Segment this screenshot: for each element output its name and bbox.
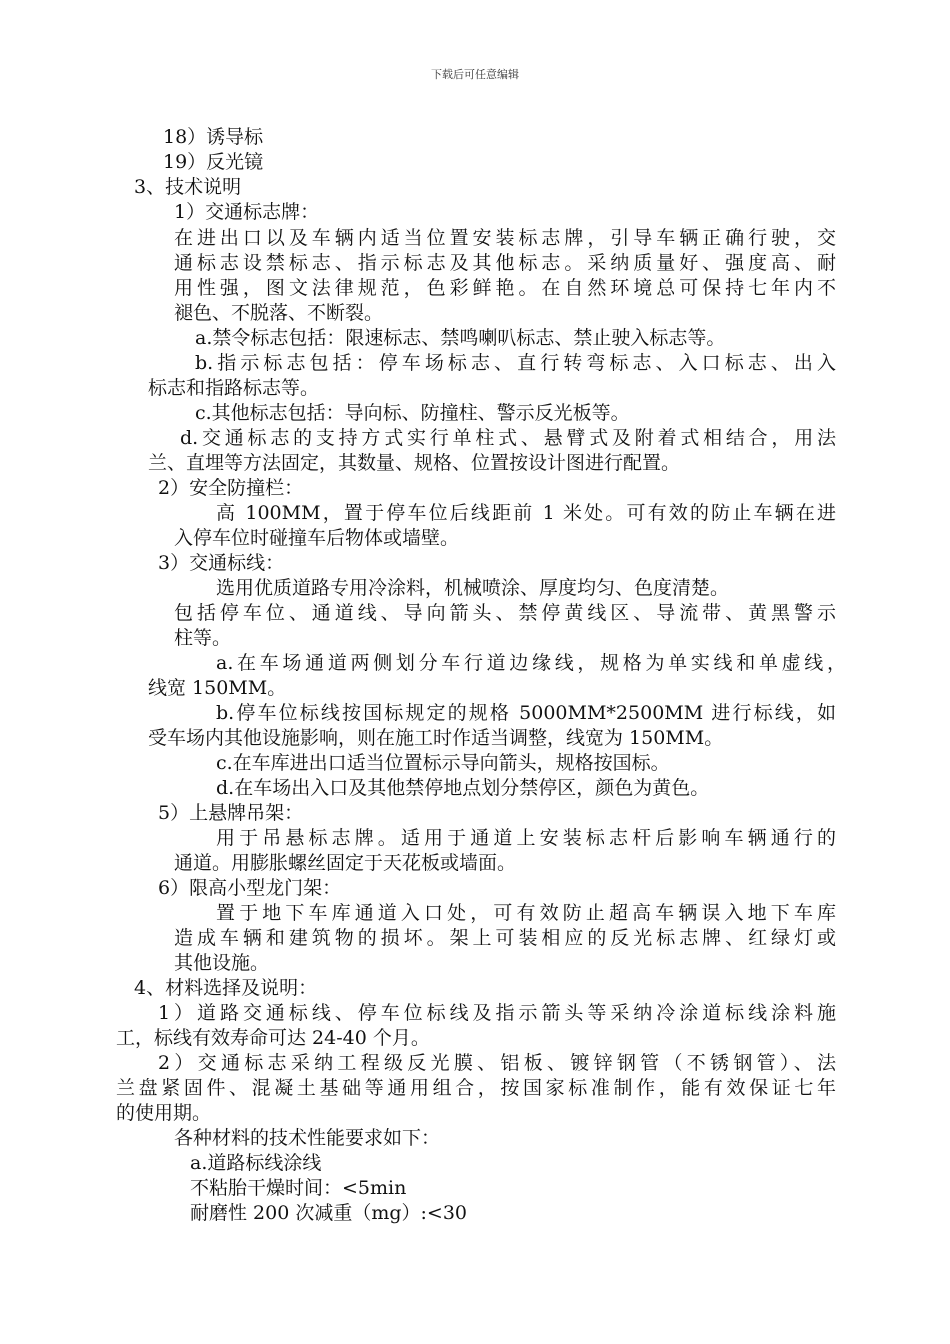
paragraph-line: a.禁令标志包括：限速标志、禁鸣喇叭标志、禁止驶入标志等。 <box>195 327 726 349</box>
paragraph-line: 置于地下车库通道入口处，可有效防止超高车辆误入地下车库 <box>216 902 836 924</box>
paragraph-line: 1）道路交通标线、停车位标线及指示箭头等采纳冷涂道标线涂料施 <box>158 1002 836 1024</box>
paragraph-line: 高 100MM，置于停车位后线距前 1 米处。可有效的防止车辆在进 <box>216 502 836 524</box>
subheading-traffic-sign: 1）交通标志牌： <box>174 201 320 223</box>
paragraph-line: 兰盘紧固件、混凝土基础等通用组合，按国家标准制作，能有效保证七年 <box>116 1077 836 1099</box>
list-item-19: 19）反光镜 <box>163 151 264 173</box>
paragraph-line: 不粘胎干燥时间：<5min <box>190 1177 407 1199</box>
paragraph-line: 褪色、不脱落、不断裂。 <box>174 302 384 324</box>
paragraph-line: a.在车场通道两侧划分车行道边缘线，规格为单实线和单虚线， <box>216 652 846 674</box>
paragraph-line: d.在车场出入口及其他禁停地点划分禁停区，颜色为黄色。 <box>216 777 710 799</box>
page-header: 下载后可任意编辑 <box>431 68 519 81</box>
subheading-marking: 3）交通标线： <box>158 552 285 574</box>
paragraph-line: 用于吊悬标志牌。适用于通道上安装标志杆后影响车辆通行的 <box>216 827 836 849</box>
paragraph-line: 耐磨性 200 次减重（mg）:<30 <box>190 1202 468 1224</box>
paragraph-line: 选用优质道路专用冷涂料，机械喷涂、厚度均匀、色度清楚。 <box>216 577 730 599</box>
paragraph-line: 其他设施。 <box>174 952 270 974</box>
paragraph-line: c.在车库进出口适当位置标示导向箭头，规格按国标。 <box>216 752 670 774</box>
paragraph-line: 造成车辆和建筑物的损坏。架上可装相应的反光标志牌、红绿灯或 <box>174 927 836 949</box>
paragraph-line: 柱等。 <box>174 627 232 649</box>
paragraph-line: 各种材料的技术性能要求如下： <box>174 1127 441 1149</box>
paragraph-line: 在进出口以及车辆内适当位置安装标志牌，引导车辆正确行驶，交 <box>174 227 836 249</box>
paragraph-line: b.停车位标线按国标规定的规格 5000MM*2500MM 进行标线，如 <box>216 702 836 724</box>
paragraph-line: 通道。用膨胀螺丝固定于天花板或墙面。 <box>174 852 517 874</box>
paragraph-line: 2）交通标志采纳工程级反光膜、铝板、镀锌钢管（不锈钢管）、法 <box>158 1052 836 1074</box>
subheading-gantry: 6）限高小型龙门架： <box>158 877 342 899</box>
paragraph-line: 工，标线有效寿命可达 24-40 个月。 <box>116 1027 430 1049</box>
paragraph-line: 标志和指路标志等。 <box>148 377 320 399</box>
paragraph-line: 受车场内其他设施影响，则在施工时作适当调整，线宽为 150MM。 <box>148 727 724 749</box>
section-heading-3: 3、技术说明 <box>134 176 242 198</box>
paragraph-line: d.交通标志的支持方式实行单柱式、悬臂式及附着式相结合，用法 <box>180 427 836 449</box>
section-heading-4: 4、材料选择及说明： <box>134 977 318 999</box>
paragraph-line: 的使用期。 <box>116 1102 212 1124</box>
paragraph-line: 包括停车位、通道线、导向箭头、禁停黄线区、导流带、黄黑警示 <box>174 602 836 624</box>
subheading-hanger: 5）上悬牌吊架： <box>158 802 304 824</box>
paragraph-line: 入停车位时碰撞车后物体或墙壁。 <box>174 527 460 549</box>
paragraph-line: c.其他标志包括：导向标、防撞柱、警示反光板等。 <box>195 402 630 424</box>
subheading-barrier: 2）安全防撞栏： <box>158 477 304 499</box>
list-item-18: 18）诱导标 <box>163 126 264 148</box>
paragraph-line: 用性强，图文法律规范，色彩鲜艳。在自然环境总可保持七年内不 <box>174 277 836 299</box>
paragraph-line: b.指示标志包括：停车场标志、直行转弯标志、入口标志、出入 <box>195 352 836 374</box>
paragraph-line: 通标志设禁标志、指示标志及其他标志。采纳质量好、强度高、耐 <box>174 252 836 274</box>
paragraph-line: a.道路标线涂线 <box>190 1152 322 1174</box>
paragraph-line: 线宽 150MM。 <box>148 677 287 699</box>
paragraph-line: 兰、直埋等方法固定，其数量、规格、位置按设计图进行配置。 <box>148 452 681 474</box>
